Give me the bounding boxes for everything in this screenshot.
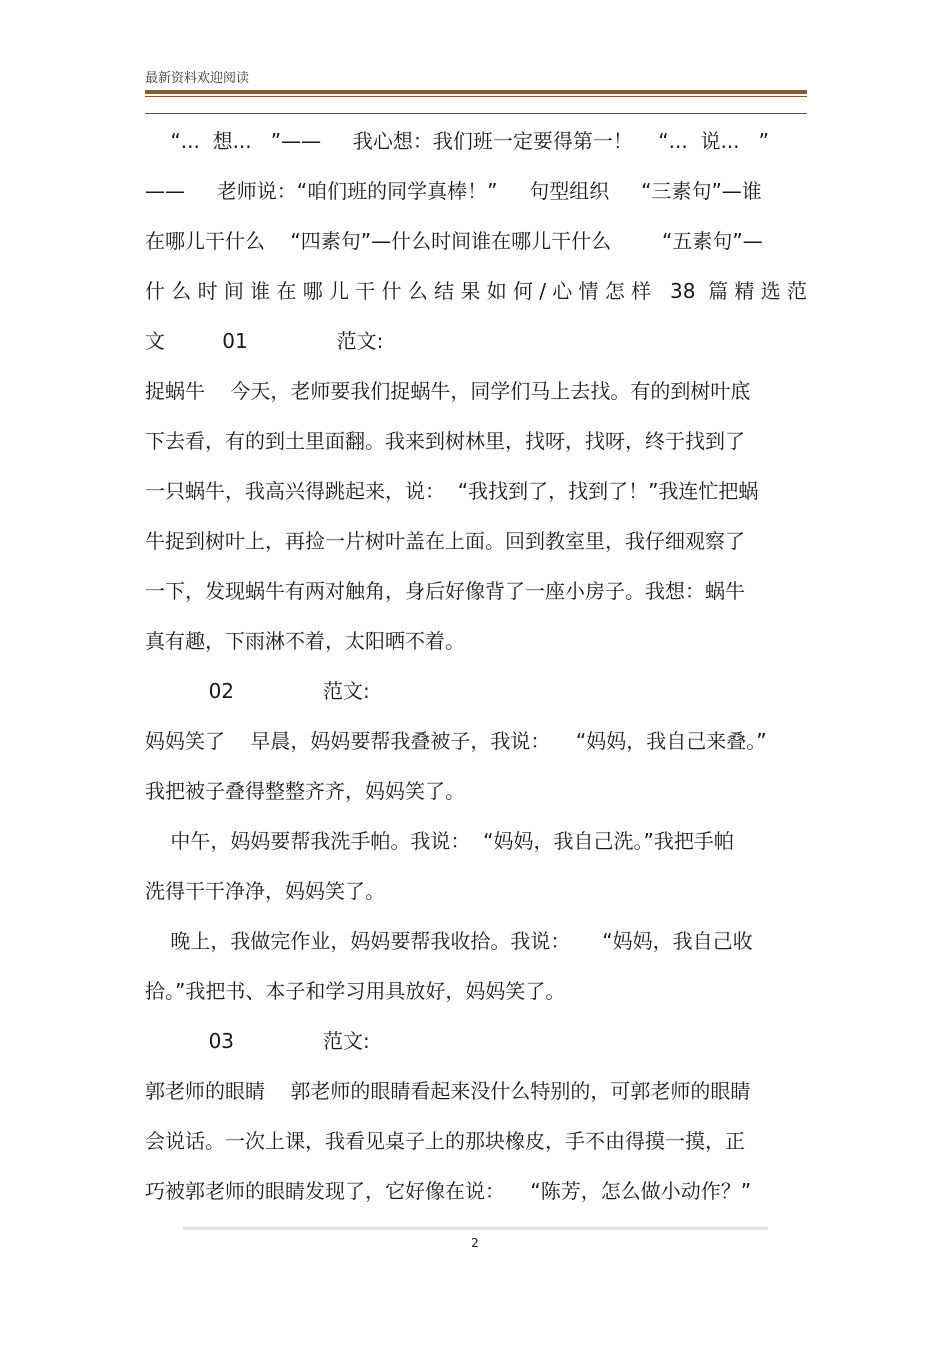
header-title: 最新资料欢迎阅读 [145,71,250,86]
text-line: 一下，发现蜗牛有两对触角，身后好像背了一座小房子。我想：蜗牛 [145,579,745,603]
text-line: 中午，妈妈要帮我洗手帕。我说： “妈妈，我自己洗。”我把手帕 [145,829,734,853]
text-line: —— 老师说：“咱们班的同学真棒！” 句型组织 “三素句”—谁 [145,179,762,203]
text-line: 真有趣，下雨淋不着，太阳晒不着。 [145,629,465,653]
text-line: 03 范文: [145,1029,370,1053]
footer-rule [183,1227,768,1230]
text-line: 文 01 范文: [145,329,384,353]
text-line: 什么时间谁在哪儿干什么结果如何/心情怎样 38 篇精选范 [145,279,807,303]
text-line: 下去看，有的到土里面翻。我来到树林里，找呀，找呀，终于找到了 [145,429,745,453]
content-top-rule [145,113,807,114]
text-line: 会说话。一次上课，我看见桌子上的那块橡皮，手不由得摸一摸，正 [145,1129,745,1153]
text-line: 一只蜗牛，我高兴得跳起来，说： “我找到了，找到了！”我连忙把蜗 [145,479,759,503]
text-line: “... 想... ”—— 我心想：我们班一定要得第一！ “... 说... ” [145,129,769,153]
text-line: 妈妈笑了 早晨，妈妈要帮我叠被子，我说： “妈妈，我自己来叠。” [145,729,767,753]
text-line: 我把被子叠得整整齐齐，妈妈笑了。 [145,779,465,803]
text-line: 郭老师的眼睛 郭老师的眼睛看起来没什么特别的，可郭老师的眼睛 [145,1079,751,1103]
header-rule-thick [145,90,807,94]
text-line: 02 范文: [145,679,370,703]
page-number: 2 [471,1236,479,1250]
header-rule-thin [145,96,807,97]
text-line: 洗得干干净净，妈妈笑了。 [145,879,385,903]
text-line: 牛捉到树叶上，再捡一片树叶盖在上面。回到教室里，我仔细观察了 [145,529,745,553]
text-line: 拾。”我把书、本子和学习用具放好，妈妈笑了。 [145,979,566,1003]
text-line: 在哪儿干什么 “四素句”—什么时间谁在哪儿干什么 “五素句”— [145,229,763,253]
text-line: 晚上，我做完作业，妈妈要帮我收拾。我说： “妈妈，我自己收 [145,929,753,953]
text-line: 巧被郭老师的眼睛发现了，它好像在说： “陈芳，怎么做小动作？” [145,1179,752,1203]
text-line: 捉蜗牛 今天，老师要我们捉蜗牛，同学们马上去找。有的到树叶底 [145,379,751,403]
